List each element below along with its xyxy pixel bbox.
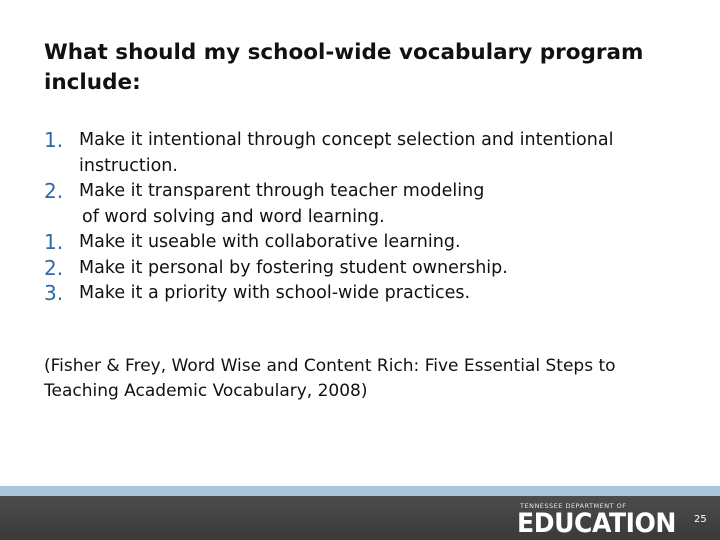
recommendation-list bbox=[44, 128, 684, 307]
list-text: Make it personal by fostering student ownership. bbox=[79, 257, 508, 278]
list-item bbox=[44, 256, 684, 282]
list-number: 1. bbox=[44, 230, 64, 254]
list-text: Make it transparent through teacher modeling bbox=[79, 181, 485, 201]
list-number: 2. bbox=[44, 255, 64, 280]
list-item bbox=[44, 281, 684, 307]
list-number: 1. bbox=[44, 128, 64, 152]
education-logo: EDUCATION bbox=[517, 508, 676, 539]
citation: (Fisher & Frey, Word Wise and Content Rich: Five Essential Steps to Teaching Academic Vocabulary, 2008) bbox=[44, 356, 616, 401]
list-text: Make it a priority with school-wide practices. bbox=[79, 283, 471, 303]
list-number: 3. bbox=[44, 281, 64, 305]
logo-subtitle: TENNESSEE DEPARTMENT OF bbox=[520, 502, 627, 510]
footer-accent-stripe bbox=[0, 486, 720, 496]
list-text: Make it intentional through concept selection and intentional instruction. bbox=[79, 130, 614, 176]
slide-title: What should my school-wide vocabulary program include: bbox=[44, 40, 644, 95]
list-text: Make it useable with collaborative learning. bbox=[79, 232, 461, 252]
list-number: 2. bbox=[44, 179, 64, 203]
list-item bbox=[44, 230, 684, 256]
list-item bbox=[44, 128, 684, 179]
page-number: 25 bbox=[694, 514, 707, 525]
list-text-continuation: of word solving and word learning. bbox=[82, 206, 385, 227]
list-item bbox=[44, 179, 684, 230]
